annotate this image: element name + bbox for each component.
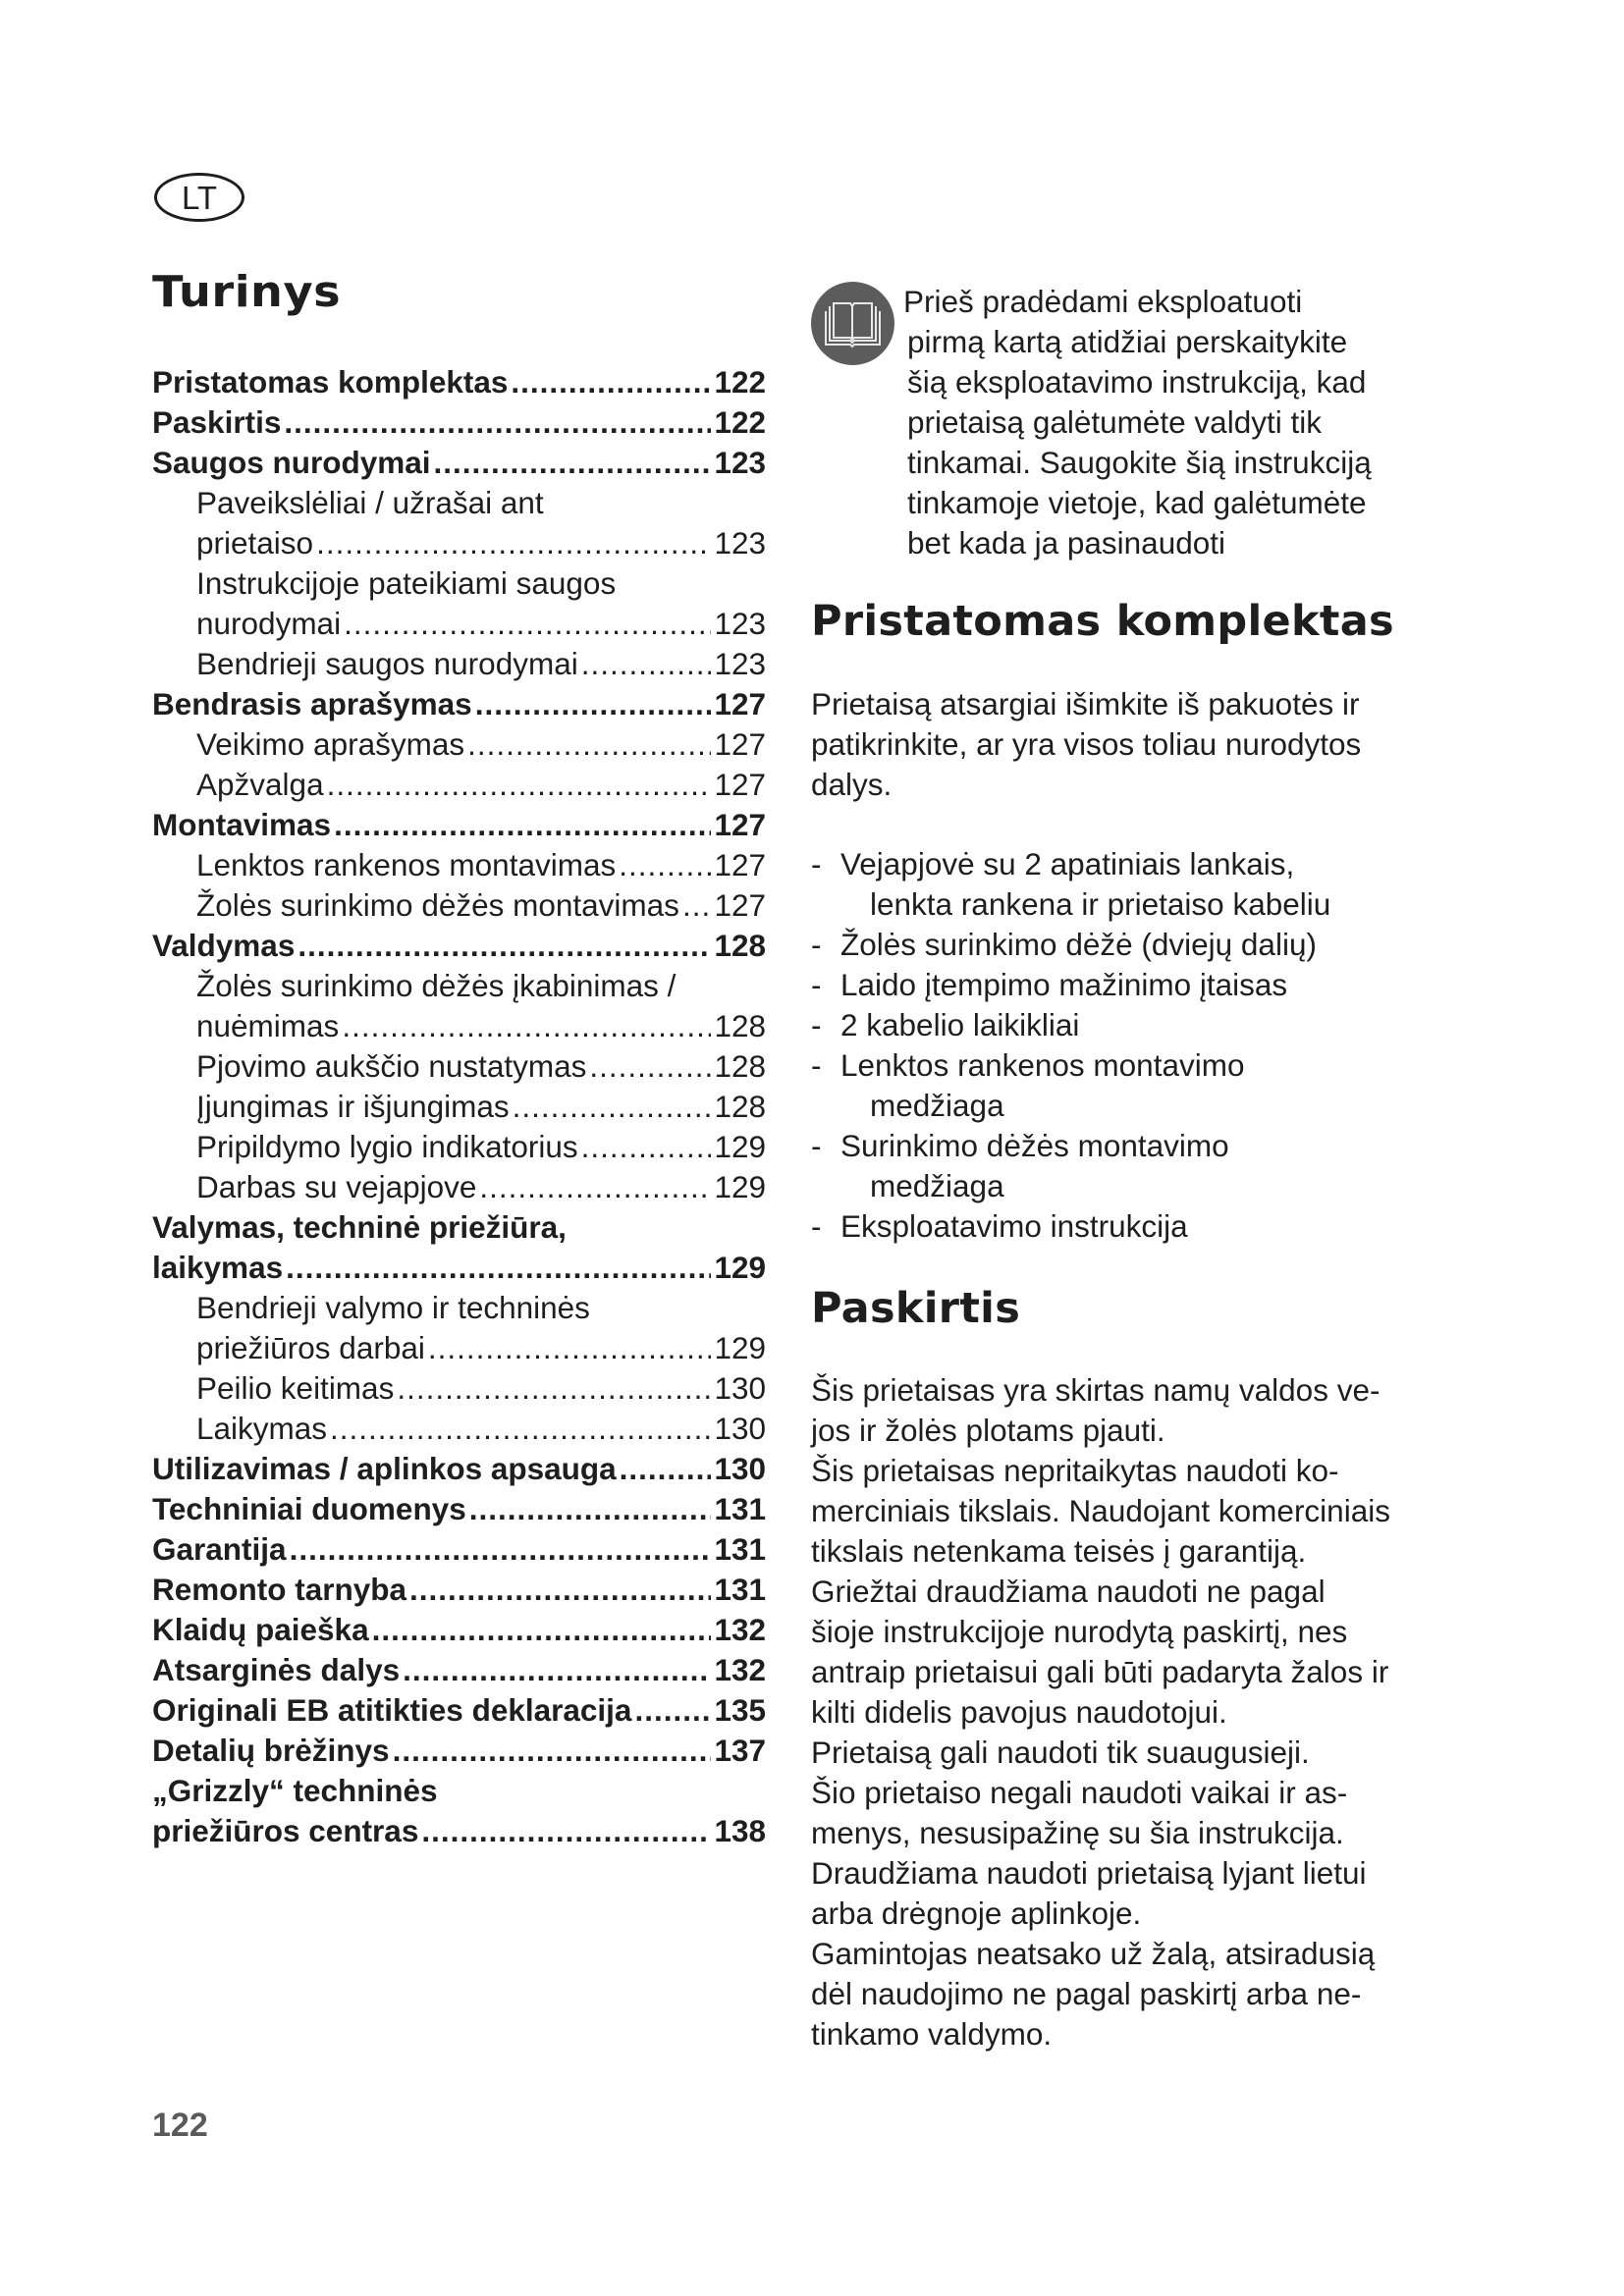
toc-leader-dots xyxy=(372,1610,712,1650)
toc-entry-page: 128 xyxy=(714,1048,766,1084)
toc-leader-dots xyxy=(469,1489,712,1529)
toc-entry-page: 127 xyxy=(714,847,766,882)
toc-entry-title: Paskirtis xyxy=(152,404,282,440)
section-heading-purpose: Paskirtis xyxy=(811,1284,1021,1333)
toc-entry-page: 123 xyxy=(714,606,766,641)
toc-entry-page: 123 xyxy=(714,445,766,480)
toc-entry-line1[interactable] xyxy=(152,483,766,523)
toc-entry-title: Valdymas xyxy=(152,928,296,963)
toc-leader-dots xyxy=(620,1449,712,1489)
toc-entry-title: Montavimas xyxy=(152,807,332,842)
list-item: - Žolės surinkimo dėžė (dviejų dalių) xyxy=(811,927,1317,962)
toc-entry-title: priežiūros centras xyxy=(152,1813,419,1848)
toc-leader-dots xyxy=(581,644,712,684)
toc-entry[interactable] xyxy=(152,1248,766,1288)
toc-leader-dots xyxy=(290,1529,712,1570)
toc-entry-title: Lenktos rankenos montavimas xyxy=(196,847,617,882)
toc-entry-page: 122 xyxy=(714,364,766,400)
toc-entry[interactable] xyxy=(152,362,766,402)
list-item: - Lenktos rankenos montavimo medžiaga xyxy=(811,1047,1245,1123)
toc-entry-page: 130 xyxy=(714,1370,766,1406)
toc-entry-title: Laikymas xyxy=(196,1411,328,1446)
toc-entry-page: 127 xyxy=(714,726,766,762)
toc-leader-dots xyxy=(634,1690,711,1731)
toc-leader-dots xyxy=(421,1811,711,1851)
toc-entry[interactable] xyxy=(152,1167,766,1207)
toc-entry-title-line1: Valymas, techninė priežiūra, xyxy=(152,1209,567,1245)
toc-entry-title-line1: Paveikslėliai / užrašai ant xyxy=(196,485,544,520)
list-item: - Surinkimo dėžės montavimo medžiaga xyxy=(811,1128,1229,1203)
toc-entry-page: 129 xyxy=(714,1169,766,1204)
toc-entry-page: 127 xyxy=(714,887,766,923)
toc-entry-page: 129 xyxy=(714,1250,766,1285)
toc-leader-dots xyxy=(397,1368,711,1409)
toc-leader-dots xyxy=(316,523,711,563)
toc-entry-title: Remonto tarnyba xyxy=(152,1572,407,1607)
list-item: - Eksploatavimo instrukcija xyxy=(811,1208,1188,1244)
toc-entry-title: prietaiso xyxy=(196,525,314,561)
toc-entry-title: Garantija xyxy=(152,1531,287,1567)
toc-entry-page: 135 xyxy=(714,1692,766,1728)
toc-entry-title: Veikimo aprašymas xyxy=(196,726,465,762)
language-badge: LT xyxy=(154,173,244,222)
toc-entry-title: Pripildymo lygio indikatorius xyxy=(196,1129,578,1164)
book-icon xyxy=(811,282,894,365)
toc-leader-dots xyxy=(344,604,711,644)
toc-entry-page: 129 xyxy=(714,1129,766,1164)
toc-leader-dots xyxy=(434,443,712,483)
toc-entry-page: 132 xyxy=(714,1612,766,1647)
toc-entry[interactable] xyxy=(152,1006,766,1046)
list-item: - 2 kabelio laikikliai xyxy=(811,1007,1080,1042)
toc-entry[interactable] xyxy=(152,1731,766,1771)
toc-entry-line1[interactable] xyxy=(152,966,766,1006)
toc-entry-page: 138 xyxy=(714,1813,766,1848)
toc-entry-page: 130 xyxy=(714,1451,766,1486)
page-number: 122 xyxy=(152,2107,208,2144)
toc-entry-title: Peilio keitimas xyxy=(196,1370,395,1406)
toc-entry[interactable] xyxy=(152,1489,766,1529)
toc-leader-dots xyxy=(327,765,712,805)
toc-entry-title: Įjungimas ir išjungimas xyxy=(196,1089,510,1124)
toc-entry[interactable] xyxy=(152,1811,766,1851)
toc-entry-title: laikymas xyxy=(152,1250,284,1285)
toc-entry-title: Klaidų paieška xyxy=(152,1612,369,1647)
table-of-contents xyxy=(152,362,766,1851)
toc-entry-line1[interactable] xyxy=(152,1288,766,1328)
toc-entry-title: Techniniai duomenys xyxy=(152,1491,466,1526)
toc-entry-title: Bendrieji saugos nurodymai xyxy=(196,646,578,681)
toc-entry[interactable] xyxy=(152,1529,766,1570)
toc-entry[interactable] xyxy=(152,1368,766,1409)
toc-leader-dots xyxy=(619,845,711,885)
purpose-text: Šis prietaisas yra skirtas namų valdos ve- jos ir žolės plotams pjauti. Šis prietaisas nepritaikytas naudoti ko- merciniais tikslais. Naudojant komerciniais tikslais netenkama teisės į garantiją. Griežtai draudžiama naudoti ne pagal šioje instrukcijoje nurodytą paskirtį, nes antraip prietaisui gali būti padaryta žalos ir kilti didelis pavojus naudotojui. Prietaisą gali naudoti tik suaugusieji. Šio prietaiso negali naudoti vaikai ir as- menys, nesusipažinę su šia instrukcija. Draudžiama naudoti prietaisą lyjant lietui arba drėgnoje aplinkoje. Gamintojas neatsako už žalą, atsiradusią dėl naudojimo ne pagal paskirtį arba ne- tinkamo valdymo. xyxy=(811,1372,1390,2052)
toc-entry[interactable] xyxy=(152,845,766,885)
toc-entry-title-line1: Instrukcijoje pateikiami saugos xyxy=(196,565,617,601)
toc-leader-dots xyxy=(298,926,711,966)
toc-entry[interactable] xyxy=(152,1570,766,1610)
toc-entry-page: 137 xyxy=(714,1733,766,1768)
toc-leader-dots xyxy=(682,885,712,926)
toc-entry-title-line1: Žolės surinkimo dėžės įkabinimas / xyxy=(196,968,677,1003)
toc-entry-title: Detalių brėžinys xyxy=(152,1733,390,1768)
toc-entry-title-line1: „Grizzly“ techninės xyxy=(152,1773,438,1808)
toc-entry[interactable] xyxy=(152,604,766,644)
toc-entry-page: 132 xyxy=(714,1652,766,1687)
delivery-intro: Prietaisą atsargiai išimkite iš pakuotės ir patikrinkite, ar yra visos toliau nurodytos dalys. xyxy=(811,686,1362,802)
toc-entry-page: 128 xyxy=(714,928,766,963)
toc-entry[interactable] xyxy=(152,1328,766,1368)
toc-entry[interactable] xyxy=(152,402,766,443)
toc-entry-line1[interactable] xyxy=(152,1207,766,1248)
toc-entry[interactable] xyxy=(152,765,766,805)
toc-entry[interactable] xyxy=(152,684,766,724)
toc-leader-dots xyxy=(342,1006,711,1046)
toc-title: Turinys xyxy=(152,267,342,317)
toc-leader-dots xyxy=(589,1046,711,1087)
toc-entry-page: 122 xyxy=(714,404,766,440)
toc-entry[interactable] xyxy=(152,805,766,845)
toc-entry-page: 130 xyxy=(714,1411,766,1446)
toc-entry[interactable] xyxy=(152,724,766,765)
toc-entry-title: Atsarginės dalys xyxy=(152,1652,401,1687)
toc-entry-page: 131 xyxy=(714,1491,766,1526)
toc-entry-page: 127 xyxy=(714,767,766,802)
toc-entry-page: 129 xyxy=(714,1330,766,1365)
toc-entry-title: Darbas su vejapjove xyxy=(196,1169,477,1204)
toc-leader-dots xyxy=(286,1248,711,1288)
toc-entry-title: nuėmimas xyxy=(196,1008,340,1043)
toc-leader-dots xyxy=(428,1328,712,1368)
notice-text: Prieš pradėdami eksploatuoti pirmą kartą atidžiai perskaitykite šią eksploatavimo instrukciją, kad prietaisą galėtumėte valdyti tik tinkamai. Saugokite šią instrukciją tinkamoje vietoje, kad galėtumėte bet kada ja pasinaudoti xyxy=(903,284,1372,561)
toc-entry-title: Pjovimo aukščio nustatymas xyxy=(196,1048,587,1084)
toc-entry-title: priežiūros darbai xyxy=(196,1330,425,1365)
toc-leader-dots xyxy=(581,1127,712,1167)
list-item: - Vejapjovė su 2 apatiniais lankais, lenkta rankena ir prietaiso kabeliu xyxy=(811,846,1331,922)
toc-entry-title: Saugos nurodymai xyxy=(152,445,431,480)
toc-leader-dots xyxy=(393,1731,712,1771)
toc-entry-page: 127 xyxy=(714,807,766,842)
toc-entry-line1[interactable] xyxy=(152,563,766,604)
toc-leader-dots xyxy=(467,724,711,765)
toc-entry-title-line1: Bendrieji valymo ir techninės xyxy=(196,1290,590,1325)
toc-entry[interactable] xyxy=(152,1046,766,1087)
toc-leader-dots xyxy=(403,1650,711,1690)
toc-entry-title: Bendrasis aprašymas xyxy=(152,686,472,721)
toc-entry-title: Apžvalga xyxy=(196,767,324,802)
toc-entry-page: 131 xyxy=(714,1531,766,1567)
toc-entry[interactable] xyxy=(152,926,766,966)
toc-leader-dots xyxy=(511,362,711,402)
toc-entry[interactable] xyxy=(152,1650,766,1690)
toc-entry[interactable] xyxy=(152,1690,766,1731)
toc-leader-dots xyxy=(334,805,711,845)
toc-leader-dots xyxy=(284,402,711,443)
toc-entry-title: Originali EB atitikties deklaracija xyxy=(152,1692,632,1728)
toc-entry-page: 123 xyxy=(714,525,766,561)
delivery-items-list xyxy=(811,844,1330,1247)
section-heading-delivery: Pristatomas komplektas xyxy=(811,597,1394,646)
toc-leader-dots xyxy=(513,1087,712,1127)
toc-entry-line1[interactable] xyxy=(152,1771,766,1811)
toc-entry-page: 127 xyxy=(714,686,766,721)
toc-entry[interactable] xyxy=(152,523,766,563)
toc-entry-title: nurodymai xyxy=(196,606,342,641)
toc-leader-dots xyxy=(475,684,712,724)
toc-entry[interactable] xyxy=(152,885,766,926)
toc-entry-page: 131 xyxy=(714,1572,766,1607)
toc-entry-page: 123 xyxy=(714,646,766,681)
toc-entry[interactable] xyxy=(152,1409,766,1449)
toc-entry[interactable] xyxy=(152,644,766,684)
toc-entry[interactable] xyxy=(152,443,766,483)
toc-entry-title: Pristatomas komplektas xyxy=(152,364,509,400)
toc-entry-page: 128 xyxy=(714,1089,766,1124)
toc-entry-title: Žolės surinkimo dėžės montavimas xyxy=(196,887,679,923)
toc-leader-dots xyxy=(330,1409,711,1449)
toc-entry[interactable] xyxy=(152,1610,766,1650)
toc-entry[interactable] xyxy=(152,1087,766,1127)
list-item: - Laido įtempimo mažinimo įtaisas xyxy=(811,967,1288,1002)
toc-entry-page: 128 xyxy=(714,1008,766,1043)
toc-entry[interactable] xyxy=(152,1449,766,1489)
toc-entry[interactable] xyxy=(152,1127,766,1167)
toc-entry-title: Utilizavimas / aplinkos apsauga xyxy=(152,1451,617,1486)
toc-leader-dots xyxy=(409,1570,711,1610)
toc-leader-dots xyxy=(479,1167,711,1207)
